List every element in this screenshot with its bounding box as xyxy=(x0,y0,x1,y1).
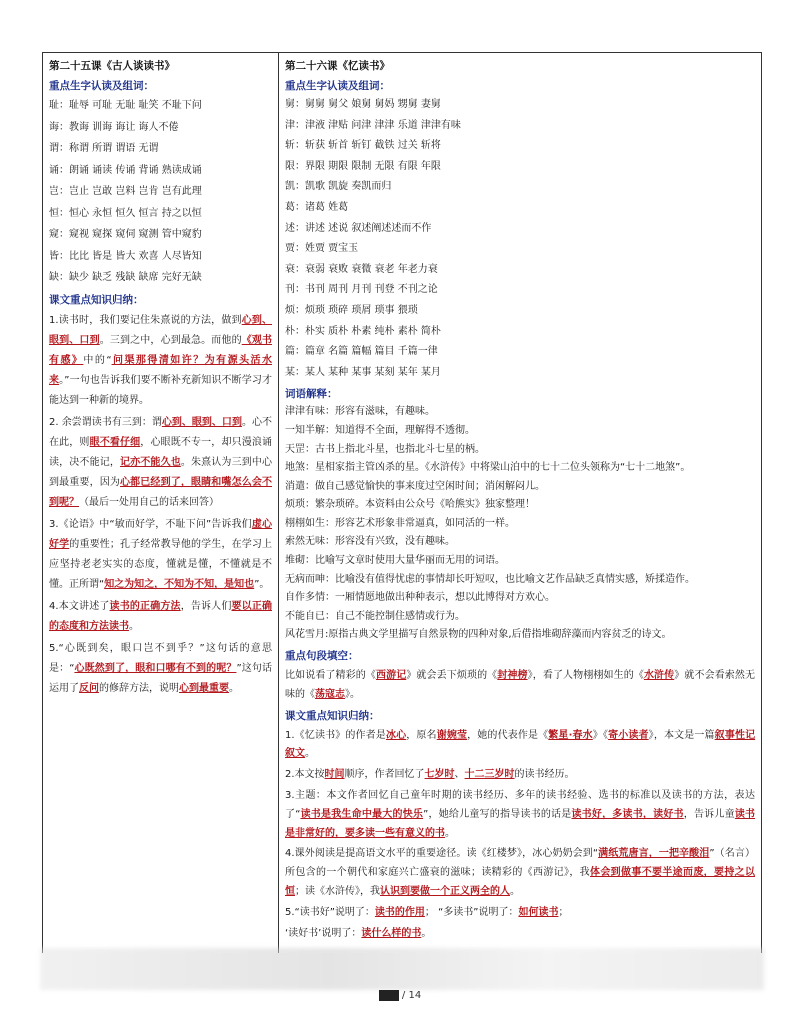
term-definition: 风花雪月:原指古典文学里描写自然景物的四种对象,后借指堆砌辞藻而内容贫乏的诗文。 xyxy=(285,629,672,641)
term-definition: 堆砌：比喻写文章时使用大量华丽而无用的词语。 xyxy=(285,555,505,567)
word-line: 诵：朗诵 诵读 传诵 背诵 熟读成诵 xyxy=(49,164,202,176)
lesson-26-words-header: 重点生字认读及组词： xyxy=(285,80,390,92)
word-line: 篇：篇章 名篇 篇幅 篇目 千篇一律 xyxy=(285,346,438,358)
lesson-25-title: 第二十五课《古人谈读书》 xyxy=(49,60,175,72)
term-definition: 不能自已：自己不能控制住感情或行为。 xyxy=(285,610,465,622)
word-line: 津：津液 津贴 问津 津津 乐道 津津有味 xyxy=(285,119,461,131)
lesson-26-terms-header: 词语解释： xyxy=(285,388,338,401)
word-line: 葛：诸葛 姓葛 xyxy=(285,201,349,213)
lesson-26-knowledge-header: 课文重点知识归纳： xyxy=(285,709,380,722)
worksheet-table xyxy=(42,52,762,953)
lesson-25-point-3: 3.《论语》中“敏而好学，不耻下问”告诉我们虚心好学的重要性；孔子经常教导他的学生，在学习上应坚持老老实实的态度，懂就是懂，不懂就是不懂。正所谓“知之为知之，不知为不知，是知也”。 xyxy=(49,518,273,590)
lesson-25-knowledge-header: 课文重点知识归纳： xyxy=(49,293,144,306)
lesson-26-title: 第二十六课《忆读书》 xyxy=(285,60,390,72)
lesson-26-fill-header: 重点句段填空： xyxy=(285,650,359,663)
word-line: 衰：衰弱 衰败 衰微 衰老 年老力衰 xyxy=(285,263,438,275)
word-line: 斩：斩获 斩首 斩钉 截铁 过关 斩将 xyxy=(285,140,441,152)
word-line: 某：某人 某种 某事 某刻 某年 某月 xyxy=(285,366,441,378)
lesson-25-words-header: 重点生字认读及组词： xyxy=(49,80,154,92)
term-definition: 无病而呻：比喻没有值得忧虑的事情却长吁短叹，也比喻文艺作品缺乏真情实感，矫揉造作。 xyxy=(285,573,695,585)
lesson-26-point-1: 1.《忆读书》的作者是冰心，原名谢婉莹，她的代表作是《繁星·春水》《寄小读者》，本文是一篇叙事性记叙文。 xyxy=(285,729,756,760)
total-pages: / 14 xyxy=(401,990,422,1001)
word-line: 朴：朴实 质朴 朴素 纯朴 素朴 简朴 xyxy=(285,325,441,337)
lesson-26-point-5: 5.“读书好”说明了：读书的作用； “多读书”说明了：如何读书； xyxy=(285,906,569,918)
lesson-25-word-list xyxy=(49,95,272,289)
lesson-25-point-4: 4.本文讲述了读书的正确方法，告诉人们要以正确的态度和方法读书。 xyxy=(49,600,273,632)
word-line: 恒：恒心 永恒 恒久 恒言 持之以恒 xyxy=(49,207,202,219)
lesson-26-point-4: 4.课外阅读是提高语文水平的重要途径。读《红楼梦》，冰心奶奶会到“满纸荒唐言，一把辛酸泪”（名言）所包含的一个朝代和家庭兴亡盛衰的滋味；读精彩的《西游记》，我体会到做事不要半途而废，要持之以恒；读《水浒传》，我认识到要做一个正义两全的人。 xyxy=(285,848,755,897)
word-line: 贾：姓贾 贾宝玉 xyxy=(285,243,359,255)
lesson-26-column xyxy=(279,53,761,953)
lesson-26-fill-blank: 比如说看了精彩的《西游记》就会丢下烦琐的《封神榜》，看了人物栩栩如生的《水浒传》就不会看索然无味的《荡寇志》。 xyxy=(285,670,756,700)
term-definition: 津津有味：形容有滋味，有趣味。 xyxy=(285,406,435,418)
lesson-26-point-5-cont: ‘读好书’说明了：读什么样的书。 xyxy=(285,927,432,939)
word-line: 诲：教诲 训诲 诲让 诲人不倦 xyxy=(49,121,179,133)
word-line: 刊：书刊 周刊 月刊 刊登 不刊之论 xyxy=(285,284,438,296)
term-definition: 烦琐：繁杂琐碎。本资料由公众号《哈熊实》独家整理！ xyxy=(285,499,535,511)
term-definition: 自作多情：一厢情愿地做出种种表示，想以此博得对方欢心。 xyxy=(285,592,555,604)
page-indicator xyxy=(0,990,800,1001)
lesson-26-word-list xyxy=(285,95,755,383)
lesson-25-point-1: 1.读书时，我们要记住朱熹说的方法，做到心到、眼到、口到。三到之中，心到最急。而他的《观书有感》中的“问渠那得清如许？为有源头活水来。”一句也告诉我们要不断补充新知识不断学习才能达到一种新的境界。 xyxy=(49,314,273,406)
word-line: 凯：凯歌 凯旋 奏凯而归 xyxy=(285,181,392,193)
lesson-26-point-3: 3.主题：本文作者回忆自己童年时期的读书经历、多年的读书经验、选书的标准以及读书的方法，表达了“读书是我生命中最大的快乐”，她给儿童写的指导读书的话是读书好，多读书，读好书，告诉儿童读书是非常好的，要多读一些有意义的书。 xyxy=(285,790,756,839)
word-line: 耻：耻辱 可耻 无耻 耻笑 不耻下问 xyxy=(49,100,202,111)
word-line: 谓：称谓 所谓 谓语 无谓 xyxy=(49,143,159,154)
term-definition: 消遣：做自己感觉愉快的事来度过空闲时间；消闲解闷儿。 xyxy=(285,480,545,492)
lesson-26-term-list xyxy=(285,403,755,645)
lesson-26-point-2: 2.本文按时间顺序，作者回忆了七岁时、十二三岁时的读书经历。 xyxy=(285,769,575,781)
word-line: 舅：舅舅 舅父 娘舅 舅妈 甥舅 妻舅 xyxy=(285,99,441,110)
term-definition: 天罡：古书上指北斗星，也指北斗七星的柄。 xyxy=(285,443,485,455)
word-line: 窥：窥视 窥探 窥伺 窥测 管中窥豹 xyxy=(49,229,202,240)
word-line: 限：界限 期限 限制 无限 有限 年限 xyxy=(285,160,441,172)
current-page: 13 xyxy=(379,990,399,1001)
lesson-25-point-2: 2. 余尝谓读书有三到：谓心到、眼到、口到。心不在此，则眼不看仔细，心眼既不专一，却只漫浪诵读，决不能记，记亦不能久也。朱熹认为三到中心到最重要，因为心都已经到了，眼睛和嘴怎么会不到呢？（最后一处用自己的话来回答） xyxy=(49,416,273,508)
word-line: 缺：缺少 缺乏 残缺 缺席 完好无缺 xyxy=(49,272,202,283)
term-definition: 地煞：星相家指主管凶杀的星。《水浒传》中将梁山泊中的七十二位头领称为“七十二地煞”。 xyxy=(285,462,691,474)
word-line: 岂：岂止 岂敢 岂料 岂肯 岂有此理 xyxy=(49,186,202,197)
lesson-25-column xyxy=(43,53,279,953)
term-definition: 一知半解：知道得不全面，理解得不透彻。 xyxy=(285,424,475,436)
blurred-footer-band xyxy=(40,948,764,990)
term-definition: 栩栩如生：形容艺术形象非常逼真，如同活的一样。 xyxy=(285,517,515,529)
word-line: 皆：比比 皆是 皆大 欢喜 人尽皆知 xyxy=(49,250,202,262)
word-line: 述：讲述 述说 叙述阐述述而不作 xyxy=(285,222,432,234)
term-definition: 索然无味：形容没有兴致，没有趣味。 xyxy=(285,536,455,548)
word-line: 烦：烦琐 琐碎 琐屑 琐事 猥琐 xyxy=(285,304,418,316)
lesson-25-point-5: 5.“心既到矣，眼口岂不到乎？”这句话的意思是：“心既然到了，眼和口哪有不到的呢？”这句话运用了反问的修辞方法，说明心到最重要。 xyxy=(49,642,272,694)
